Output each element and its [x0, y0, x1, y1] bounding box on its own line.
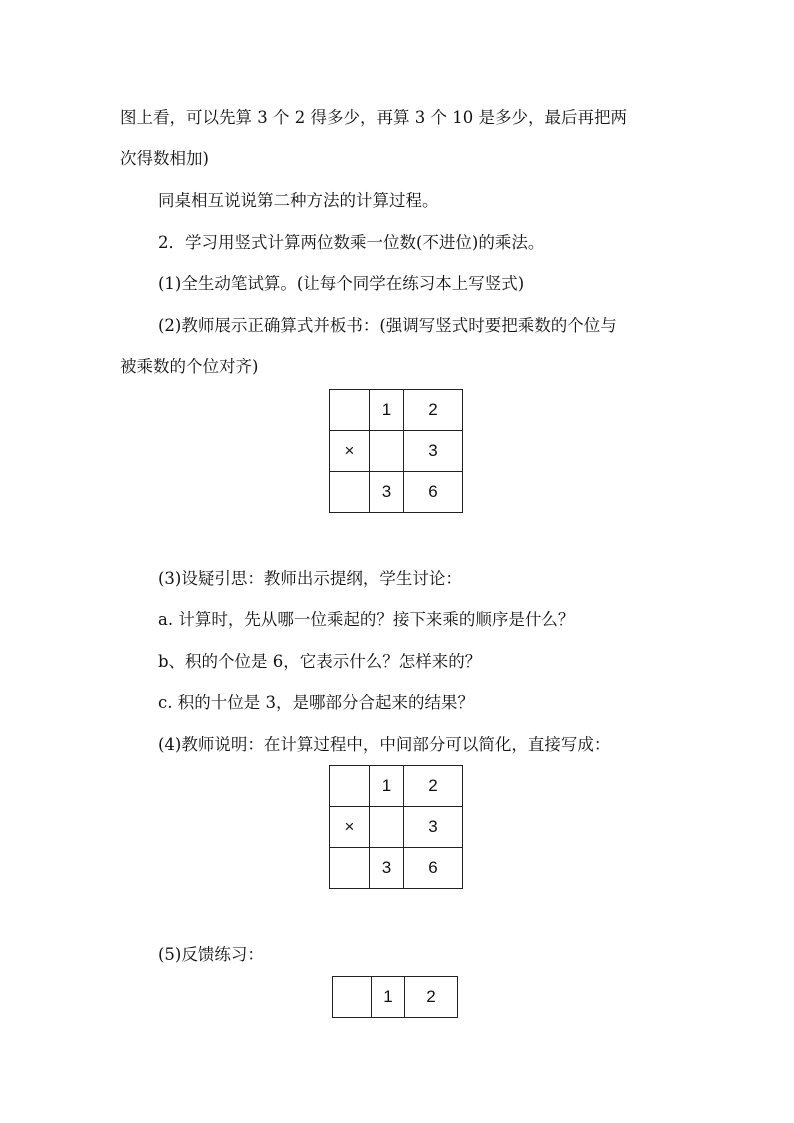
grid-row: [330, 431, 463, 472]
grid-cell: 2: [405, 977, 458, 1018]
multiply-sign-cell: ×: [330, 431, 370, 472]
grid-cell: 3: [404, 807, 463, 848]
grid-cell: [370, 431, 404, 472]
paragraph-line: 次得数相加): [120, 149, 209, 168]
vertical-multiplication-grid: [329, 389, 463, 513]
paragraph-line: 2．学习用竖式计算两位数乘一位数(不进位)的乘法。: [158, 233, 545, 252]
grid-row: [333, 977, 458, 1018]
paragraph-line: c. 积的十位是 3，是哪部分合起来的结果？: [158, 693, 474, 712]
grid-cell: 3: [370, 472, 404, 513]
grid-cell: 3: [404, 431, 463, 472]
grid-cell: [330, 766, 370, 807]
grid-row: [330, 390, 463, 431]
grid-cell: 1: [370, 390, 404, 431]
grid-cell: 6: [404, 472, 463, 513]
grid-cell: [330, 472, 370, 513]
grid-cell: 1: [372, 977, 405, 1018]
paragraph-line: (5)反馈练习：: [158, 945, 264, 964]
paragraph-line: 图上看，可以先算 3 个 2 得多少，再算 3 个 10 是多少，最后再把两: [120, 108, 627, 127]
grid-cell: 2: [404, 390, 463, 431]
paragraph-line: (1)全生动笔试算。(让每个同学在练习本上写竖式): [158, 274, 525, 293]
grid-cell: [370, 807, 404, 848]
paragraph-line: (2)教师展示正确算式并板书：(强调写竖式时要把乘数的个位与: [158, 316, 617, 335]
grid-row: [330, 766, 463, 807]
grid-row: [330, 848, 463, 889]
vertical-multiplication-grid: [332, 976, 458, 1018]
grid-cell: 2: [404, 766, 463, 807]
grid-row: [330, 472, 463, 513]
paragraph-line: a. 计算时，先从哪一位乘起的？接下来乘的顺序是什么？: [158, 610, 575, 629]
paragraph-line: b、积的个位是 6，它表示什么？怎样来的？: [158, 652, 482, 671]
paragraph-line: 同桌相互说说第二种方法的计算过程。: [158, 191, 439, 210]
vertical-multiplication-grid: [329, 765, 463, 889]
multiply-sign-cell: ×: [330, 807, 370, 848]
paragraph-line: 被乘数的个位对齐): [120, 357, 259, 376]
grid-cell: 6: [404, 848, 463, 889]
grid-cell: 1: [370, 766, 404, 807]
paragraph-line: (4)教师说明：在计算过程中，中间部分可以简化，直接写成：: [158, 735, 611, 754]
grid-cell: 3: [370, 848, 404, 889]
grid-cell: [330, 390, 370, 431]
grid-row: [330, 807, 463, 848]
grid-cell: [333, 977, 372, 1018]
paragraph-line: (3)设疑引思：教师出示提纲，学生讨论：: [158, 569, 462, 588]
grid-cell: [330, 848, 370, 889]
